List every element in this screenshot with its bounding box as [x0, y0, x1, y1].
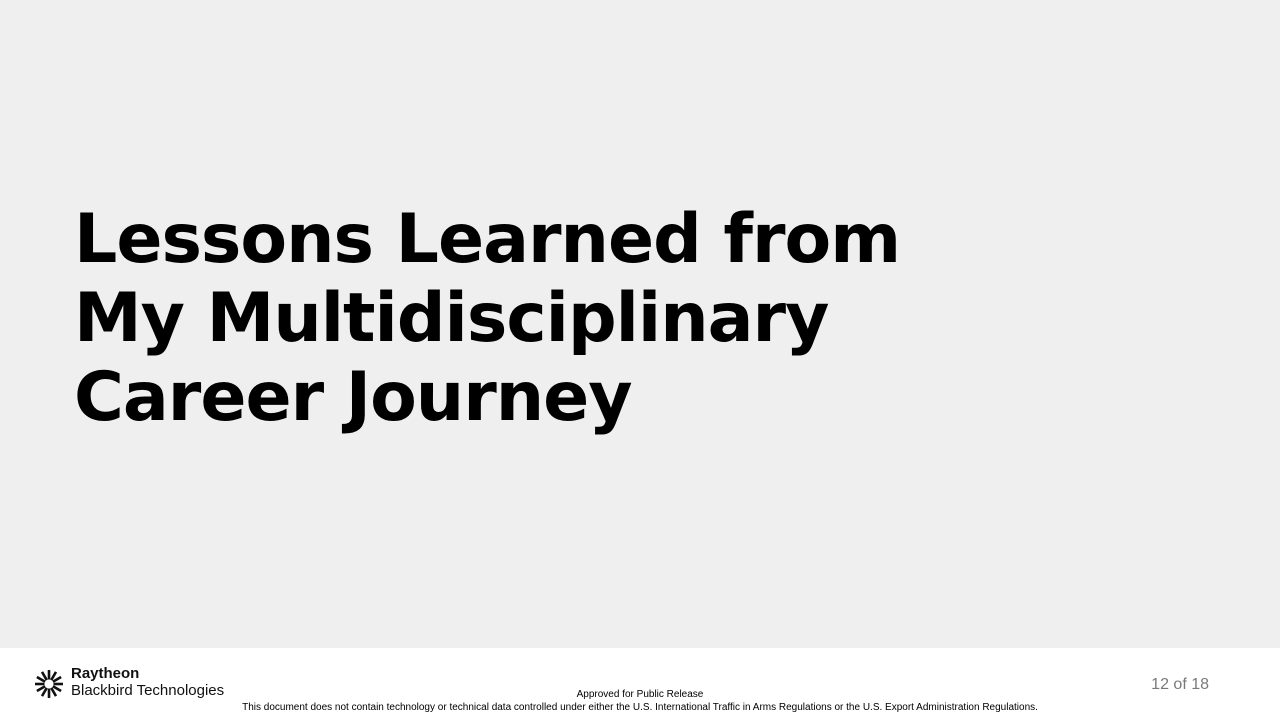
approval-notice: Approved for Public Release	[576, 689, 704, 700]
logo-subname: Blackbird Technologies	[71, 682, 225, 699]
slide-footer	[0, 648, 1280, 720]
title-line-2: My Multidisciplinary	[74, 279, 829, 358]
title-line-3: Career Journey	[74, 358, 632, 437]
export-disclaimer: This document does not contain technology or technical data controlled under either the U.S. International Traffic in Arms Regulations or the U.S. Export Administration Regulations.	[242, 702, 1038, 713]
slide-title	[74, 200, 1074, 437]
page-number: 12 of 18	[1151, 676, 1209, 693]
title-line-1: Lessons Learned from	[74, 200, 901, 279]
logo-name: Raytheon	[71, 665, 140, 682]
